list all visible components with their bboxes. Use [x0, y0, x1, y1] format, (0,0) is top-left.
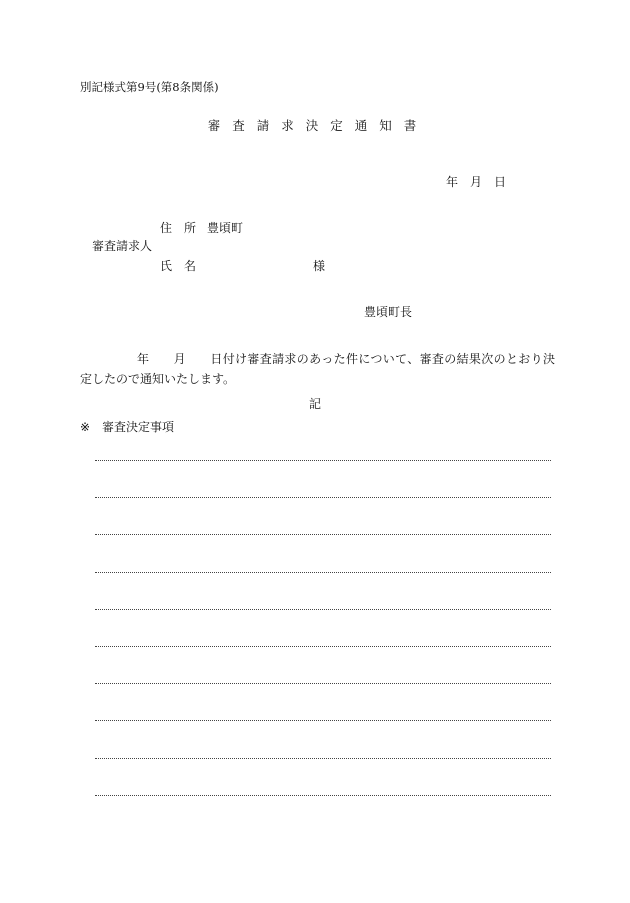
fill-line [95, 646, 551, 647]
fill-line [95, 534, 551, 535]
body-year: 年 [137, 352, 150, 366]
requester-label: 審査請求人 [92, 239, 153, 253]
section-label: 審査決定事項 [102, 420, 175, 434]
form-number: 別記様式第9号(第8条関係) [80, 80, 219, 94]
fill-line [95, 460, 551, 461]
ki-heading: 記 [308, 397, 321, 411]
document-title: 審査請求決定通知書 [207, 118, 429, 133]
body-text: 日付け審査請求のあった件について、審査の結果次のとおり決定したので通知いたします。 [80, 352, 555, 386]
fill-line [95, 758, 551, 759]
fill-line [95, 795, 551, 796]
note-mark: ※ [80, 420, 91, 434]
fill-line [95, 609, 551, 610]
name-label: 氏 名 [160, 259, 197, 273]
body-month: 月 [173, 352, 187, 366]
address-value: 豊頃町 [207, 221, 244, 235]
address-label: 住 所 [160, 221, 197, 235]
fill-line [95, 720, 551, 721]
fill-line [95, 572, 551, 573]
sender-name: 豊頃町長 [364, 305, 413, 319]
honorific: 様 [313, 259, 326, 273]
fill-line [95, 497, 551, 498]
body-paragraph [80, 349, 555, 389]
date-line: 年 月 日 [446, 175, 507, 189]
fill-line [95, 683, 551, 684]
